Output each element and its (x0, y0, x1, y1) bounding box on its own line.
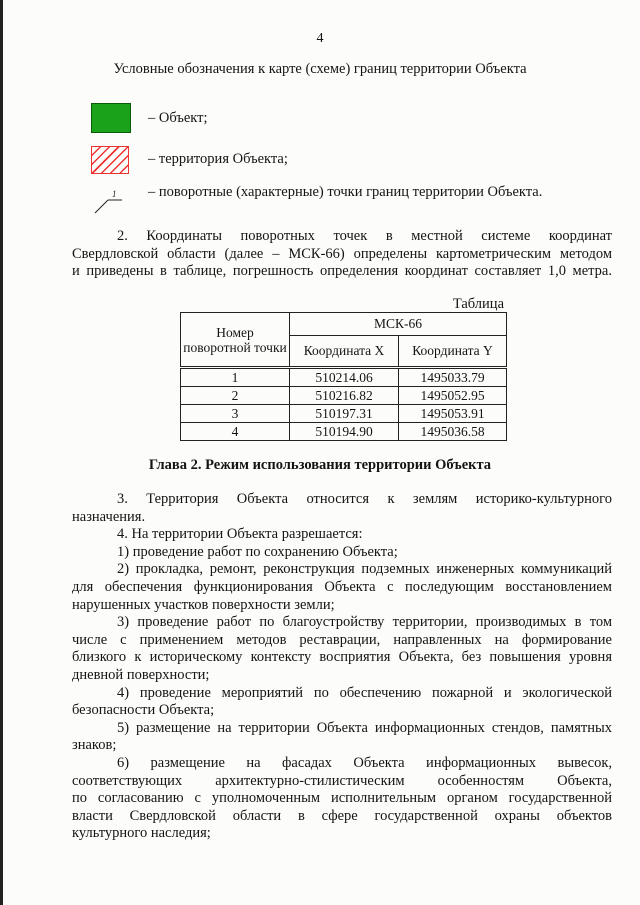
list-item-line: близкого к историческому контексту восприятия Объекта, без повышения уровня (72, 649, 612, 666)
text-line: и приведены в таблице, погрешность определения координат составляет 1,0 метра. (72, 263, 612, 280)
territory-hatch-swatch (91, 146, 129, 174)
cell-x: 510194.90 (290, 423, 399, 441)
cell-y: 1495052.95 (399, 387, 507, 405)
legend-points-text: – поворотные (характерные) точки границ территории Объекта. (148, 184, 543, 200)
cell-num: 2 (181, 387, 290, 405)
cell-num: 3 (181, 405, 290, 423)
list-item-line: нарушенных участков поверхности земли; (72, 596, 335, 613)
text-line: 3. Территория Объекта относится к землям историко-культурного (117, 491, 612, 507)
list-item-line: 4) проведение мероприятий по обеспечению пожарной и экологической (117, 684, 612, 701)
turning-point-label: 1 (112, 189, 117, 199)
cell-num: 1 (181, 368, 290, 387)
paragraph-land-category (72, 491, 612, 843)
list-item-line: по согласованию с уполномоченным исполнительным органом государственной (72, 790, 612, 807)
list-item-line: власти Свердловской области в сфере государственной охраны объектов (72, 807, 612, 824)
list-item-line: знаков; (72, 737, 117, 754)
table-row (181, 405, 507, 423)
list-item-line: культурного наследия; (72, 825, 211, 842)
cell-x: 510214.06 (290, 368, 399, 387)
object-swatch (91, 103, 131, 133)
cell-x: 510216.82 (290, 387, 399, 405)
header-msk66: МСК-66 (290, 313, 507, 336)
header-point-number: Номер поворотной точки (181, 313, 290, 368)
legend-territory-text: – территория Объекта; (148, 151, 288, 167)
list-item-line: дневной поверхности; (72, 666, 210, 683)
chapter-title: Глава 2. Режим использования территории Объекта (148, 457, 492, 473)
page-number: 4 (316, 31, 324, 46)
list-item-line: 2) прокладка, ремонт, реконструкция подземных инженерных коммуникаций (117, 561, 612, 578)
list-item-line: 6) размещение на фасадах Объекта информационных вывесок, (117, 754, 612, 771)
paragraph-coordinates (72, 228, 612, 281)
text-line: 4. На территории Объекта разрешается: (117, 526, 363, 543)
table-caption: Таблица (452, 296, 504, 312)
list-item-line: 5) размещение на территории Объекта информационных стендов, памятных (117, 719, 612, 736)
list-item-line: числе с применением методов реставрации, направленных на формирование (72, 631, 612, 648)
cell-num: 4 (181, 423, 290, 441)
list-item-line: безопасности Объекта; (72, 702, 215, 719)
list-item-line: 1) проведение работ по сохранению Объекта; (117, 543, 398, 560)
table-row (181, 368, 507, 387)
coordinates-table (180, 312, 507, 441)
cell-y: 1495036.58 (399, 423, 507, 441)
cell-y: 1495033.79 (399, 368, 507, 387)
cell-y: 1495053.91 (399, 405, 507, 423)
legend-object-text: – Объект; (148, 110, 208, 126)
turning-point-symbol (92, 186, 132, 216)
list-item-line: для обеспечения функционирования Объекта с последующим восстановлением (72, 578, 612, 595)
list-item-line: соответствующих архитектурно-стилистическим особенностям Объекта, (72, 772, 612, 789)
list-item-line: 3) проведение работ по благоустройству территории, производимых в том (117, 614, 612, 631)
cell-x: 510197.31 (290, 405, 399, 423)
header-coord-x: Координата X (290, 336, 399, 368)
table-row (181, 387, 507, 405)
text-line: 2. Координаты поворотных точек в местной системе координат (117, 228, 612, 244)
table-row (181, 423, 507, 441)
text-line: Свердловской области (далее – МСК-66) определены картометрическим методом (72, 245, 612, 262)
legend-title: Условные обозначения к карте (схеме) границ территории Объекта (113, 61, 527, 77)
scan-edge (0, 0, 3, 905)
text-line: назначения. (72, 508, 146, 525)
header-coord-y: Координата Y (399, 336, 507, 368)
